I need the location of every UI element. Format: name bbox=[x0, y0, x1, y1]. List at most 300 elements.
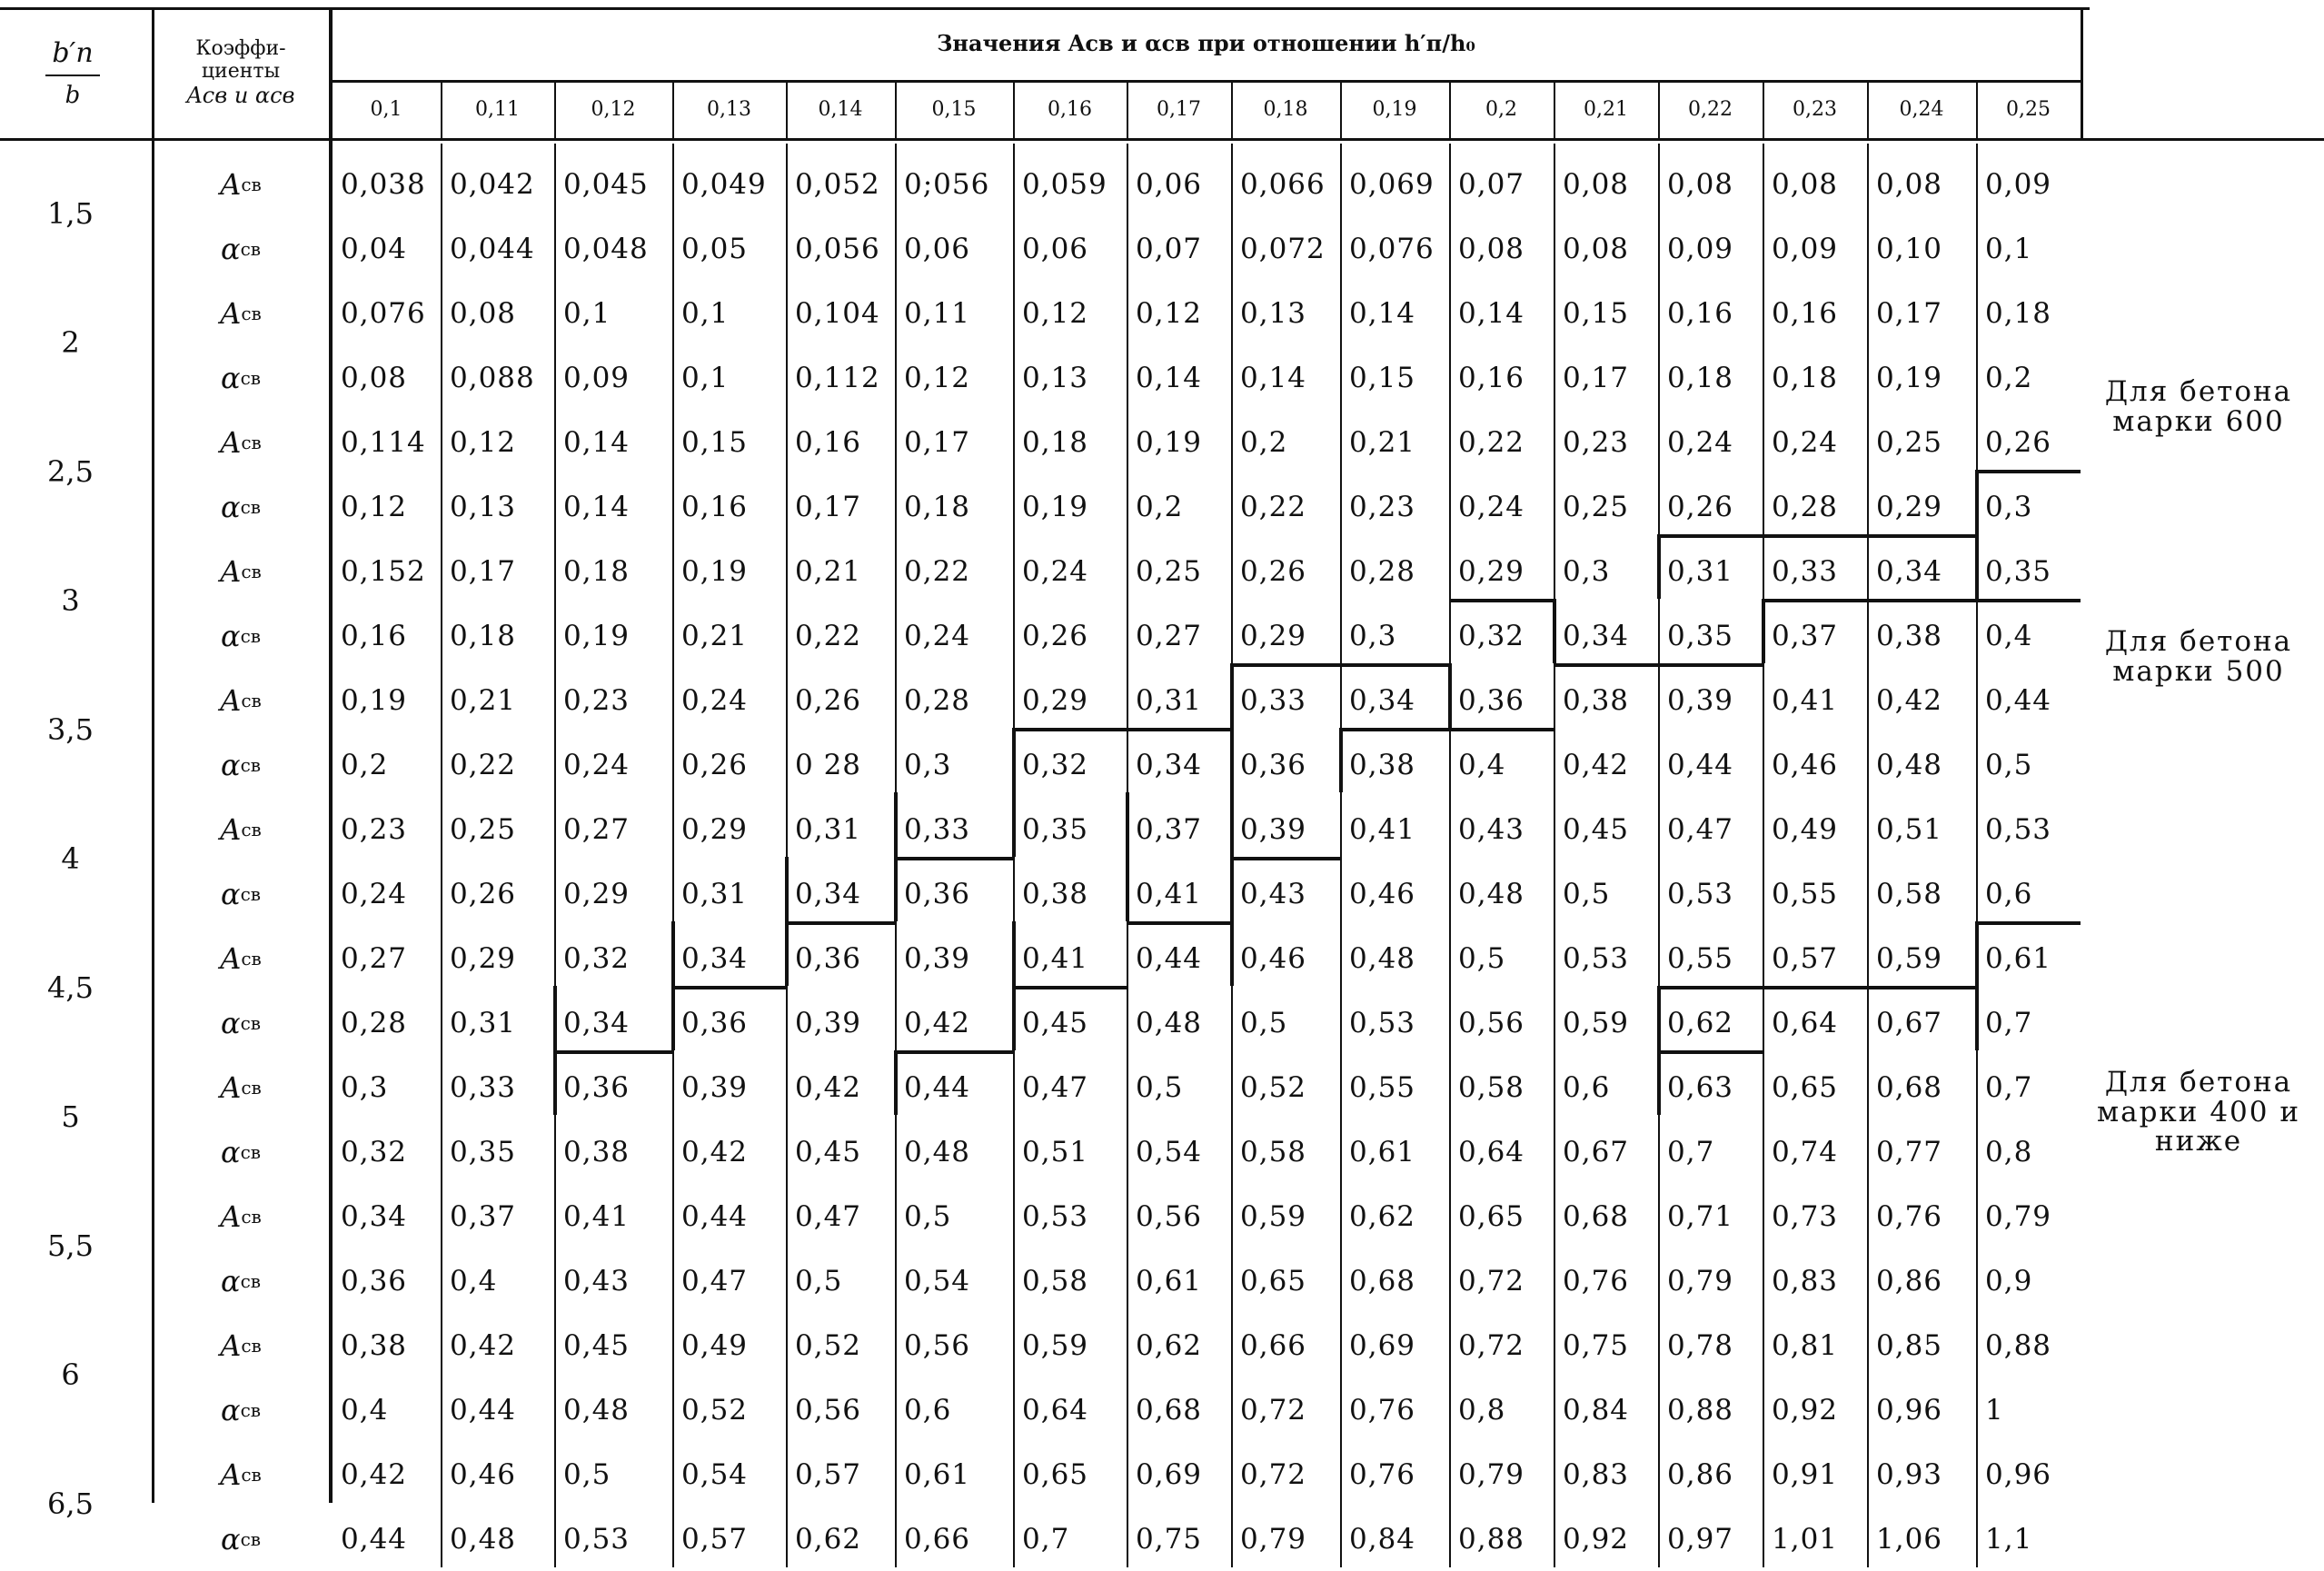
table-cell: 0,18 bbox=[904, 491, 971, 523]
coef-subscript: св bbox=[240, 1528, 262, 1550]
table-cell: 0,93 bbox=[1876, 1458, 1943, 1491]
ratio-value: 5,5 bbox=[47, 1228, 94, 1263]
table-cell: 0,13 bbox=[450, 491, 517, 523]
table-cell: 0,62 bbox=[1667, 1007, 1734, 1039]
rule bbox=[2081, 9, 2083, 141]
table-cell: 0,52 bbox=[681, 1394, 749, 1427]
table-cell: 0,68 bbox=[1563, 1200, 1630, 1233]
concrete-grade-note: Для бетона марки 400 и ниже bbox=[2096, 1066, 2300, 1158]
table-cell: 0,88 bbox=[1458, 1523, 1525, 1556]
ratio-header-denominator: b bbox=[65, 81, 81, 109]
table-cell: 0,47 bbox=[1667, 813, 1734, 846]
table-cell: 0,72 bbox=[1240, 1458, 1307, 1491]
table-cell: 0,79 bbox=[1240, 1523, 1307, 1556]
table-cell: 0,27 bbox=[341, 942, 408, 975]
ratio-value: 3,5 bbox=[47, 712, 94, 747]
table-cell: 0,58 bbox=[1240, 1136, 1307, 1168]
table-cell: 0,072 bbox=[1240, 233, 1326, 265]
table-cell: 0,53 bbox=[1563, 942, 1630, 975]
table-cell: 0,68 bbox=[1136, 1394, 1203, 1427]
table-cell: 0,34 bbox=[1136, 749, 1203, 781]
table-cell: 0,44 bbox=[450, 1394, 517, 1427]
table-cell: 0,42 bbox=[795, 1071, 862, 1104]
table-cell: 0,1 bbox=[563, 297, 611, 330]
table-cell: 0,04 bbox=[341, 233, 408, 265]
table-cell: 0,39 bbox=[681, 1071, 749, 1104]
rule bbox=[1449, 144, 1451, 1567]
table-cell: 0,97 bbox=[1667, 1523, 1734, 1556]
table-cell: 0,69 bbox=[1349, 1329, 1416, 1362]
rule bbox=[152, 138, 154, 1503]
rule bbox=[786, 144, 788, 1567]
table-cell: 0,32 bbox=[341, 1136, 408, 1168]
column-header: 0,25 bbox=[2006, 97, 2051, 121]
rule bbox=[1976, 144, 1978, 1567]
table-cell: 0,36 bbox=[795, 942, 862, 975]
table-cell: 0,17 bbox=[904, 426, 971, 459]
concrete-grade-note: Для бетона марки 600 bbox=[2104, 375, 2293, 438]
rule bbox=[672, 986, 786, 989]
table-cell: 0,08 bbox=[1772, 168, 1839, 201]
coef-symbol: α bbox=[220, 619, 241, 653]
table-cell: 0,85 bbox=[1876, 1329, 1943, 1362]
table-cell: 0,76 bbox=[1349, 1458, 1416, 1491]
coef-subscript: св bbox=[240, 1012, 262, 1034]
column-header: 0,22 bbox=[1688, 97, 1733, 121]
table-cell: 0,44 bbox=[904, 1071, 971, 1104]
coef-symbol: A bbox=[220, 1457, 242, 1492]
rule bbox=[1340, 728, 1554, 731]
coef-header-line2: циенты bbox=[201, 60, 281, 84]
rule bbox=[1658, 80, 1660, 139]
table-cell: 0,32 bbox=[1022, 749, 1089, 781]
table-cell: 0,23 bbox=[341, 813, 408, 846]
table-cell: 0,19 bbox=[1876, 362, 1943, 394]
table-cell: 0,21 bbox=[1349, 426, 1416, 459]
rule bbox=[1867, 80, 1869, 139]
table-cell: 0,13 bbox=[1022, 362, 1089, 394]
table-cell: 0,26 bbox=[681, 749, 749, 781]
coef-subscript: св bbox=[241, 432, 262, 453]
column-header: 0,11 bbox=[475, 97, 520, 121]
table-cell: 0,58 bbox=[1022, 1265, 1089, 1298]
table-cell: 0,36 bbox=[681, 1007, 749, 1039]
coef-subscript: св bbox=[241, 1464, 262, 1486]
coef-subscript: св bbox=[241, 303, 262, 324]
ratio-value: 6 bbox=[61, 1357, 80, 1392]
rule bbox=[0, 7, 2090, 10]
table-cell: 0,86 bbox=[1667, 1458, 1734, 1491]
table-cell: 0,44 bbox=[1136, 942, 1203, 975]
rule bbox=[332, 80, 2081, 83]
ratio-value: 5 bbox=[61, 1099, 80, 1134]
table-cell: 0,59 bbox=[1876, 942, 1943, 975]
rule bbox=[1231, 857, 1340, 860]
table-cell: 0,57 bbox=[681, 1523, 749, 1556]
coef-header-line3: Aсв и αсв bbox=[186, 82, 295, 108]
coef-label-a bbox=[154, 1056, 327, 1119]
column-header: 0,17 bbox=[1157, 97, 1201, 121]
coef-label-alpha bbox=[154, 733, 327, 797]
table-cell: 0,12 bbox=[341, 491, 408, 523]
table-cell: 0,56 bbox=[795, 1394, 862, 1427]
coef-symbol: A bbox=[220, 1199, 242, 1234]
table-cell: 0,22 bbox=[1240, 491, 1307, 523]
coef-label-alpha bbox=[154, 346, 327, 410]
table-cell: 0,37 bbox=[450, 1200, 517, 1233]
table-cell: 0,56 bbox=[1136, 1200, 1203, 1233]
table-cell: 0,12 bbox=[1136, 297, 1203, 330]
ratio-header bbox=[18, 27, 127, 118]
rule bbox=[441, 80, 442, 139]
table-cell: 0,31 bbox=[450, 1007, 517, 1039]
rule bbox=[1658, 144, 1660, 1567]
table-cell: 0,34 bbox=[681, 942, 749, 975]
table-cell: 0,45 bbox=[563, 1329, 631, 1362]
table-cell: 0,09 bbox=[1985, 168, 2052, 201]
table-cell: 0,47 bbox=[1022, 1071, 1089, 1104]
rule bbox=[1658, 986, 1976, 989]
table-cell: 0,52 bbox=[1240, 1071, 1307, 1104]
table-cell: 0,6 bbox=[904, 1394, 952, 1427]
table-cell: 0,56 bbox=[1458, 1007, 1525, 1039]
table-cell: 0,4 bbox=[1985, 620, 2033, 652]
coef-symbol: A bbox=[220, 1070, 242, 1105]
table-cell: 0,42 bbox=[1563, 749, 1630, 781]
rule bbox=[553, 986, 557, 1115]
table-cell: 0,41 bbox=[563, 1200, 631, 1233]
table-cell: 0,29 bbox=[450, 942, 517, 975]
table-cell: 0,08 bbox=[1563, 168, 1630, 201]
rule bbox=[1126, 792, 1129, 921]
table-cell: 0,28 bbox=[904, 684, 971, 717]
table-cell: 0,66 bbox=[904, 1523, 971, 1556]
coef-label-alpha bbox=[154, 1120, 327, 1184]
table-cell: 0,7 bbox=[1985, 1007, 2033, 1039]
coef-subscript: св bbox=[240, 367, 262, 389]
table-cell: 0,32 bbox=[563, 942, 631, 975]
table-cell: 0,15 bbox=[681, 426, 749, 459]
table-cell: 0,61 bbox=[1985, 942, 2052, 975]
table-cell: 0,25 bbox=[450, 813, 517, 846]
table-cell: 0,12 bbox=[1022, 297, 1089, 330]
table-cell: 0,24 bbox=[1458, 491, 1525, 523]
table-cell: 0,39 bbox=[1667, 684, 1734, 717]
table-cell: 0,31 bbox=[795, 813, 862, 846]
table-cell: 0,25 bbox=[1136, 555, 1203, 588]
rule bbox=[1763, 80, 1764, 139]
rule bbox=[1339, 728, 1343, 792]
table-cell: 0,19 bbox=[1136, 426, 1203, 459]
table-cell: 0,31 bbox=[1136, 684, 1203, 717]
table-cell: 0,08 bbox=[1458, 233, 1525, 265]
rule bbox=[1975, 470, 1979, 599]
table-cell: 0,26 bbox=[1667, 491, 1734, 523]
table-cell: 0,44 bbox=[1985, 684, 2052, 717]
coef-label-a bbox=[154, 411, 327, 474]
table-cell: 0,23 bbox=[1563, 426, 1630, 459]
table-cell: 0,36 bbox=[904, 878, 971, 910]
table-cell: 0,39 bbox=[1240, 813, 1307, 846]
rule bbox=[441, 144, 442, 1567]
rule bbox=[1553, 599, 1556, 663]
table-cell: 0,152 bbox=[341, 555, 426, 588]
table-cell: 0,74 bbox=[1772, 1136, 1839, 1168]
table-cell: 0,5 bbox=[1458, 942, 1506, 975]
table-cell: 0,63 bbox=[1667, 1071, 1734, 1104]
table-cell: 0,64 bbox=[1772, 1007, 1839, 1039]
table-cell: 0,53 bbox=[1985, 813, 2052, 846]
rule bbox=[1340, 80, 1342, 139]
table-cell: 0,29 bbox=[681, 813, 749, 846]
table-cell: 0,19 bbox=[563, 620, 631, 652]
table-cell: 0,76 bbox=[1349, 1394, 1416, 1427]
table-cell: 0,73 bbox=[1772, 1200, 1839, 1233]
table-cell: 0,49 bbox=[681, 1329, 749, 1362]
table-cell: 0,77 bbox=[1876, 1136, 1943, 1168]
rule bbox=[554, 1050, 672, 1054]
table-cell: 0,076 bbox=[1349, 233, 1435, 265]
table-cell: 0,39 bbox=[904, 942, 971, 975]
table-cell: 0,38 bbox=[563, 1136, 631, 1168]
table-cell: 0,12 bbox=[904, 362, 971, 394]
table-cell: 0,3 bbox=[904, 749, 952, 781]
table-cell: 0,28 bbox=[1772, 491, 1839, 523]
table-cell: 0,54 bbox=[904, 1265, 971, 1298]
table-cell: 0,4 bbox=[1458, 749, 1506, 781]
table-cell: 1 bbox=[1985, 1394, 2004, 1427]
table-cell: 0,18 bbox=[1985, 297, 2052, 330]
table-cell: 0,33 bbox=[904, 813, 971, 846]
table-cell: 0,59 bbox=[1563, 1007, 1630, 1039]
ratio-value: 6,5 bbox=[47, 1486, 94, 1521]
table-cell: 0,53 bbox=[1349, 1007, 1416, 1039]
table-cell: 0,18 bbox=[1022, 426, 1089, 459]
table-cell: 0,18 bbox=[1772, 362, 1839, 394]
table-cell: 0,61 bbox=[1136, 1265, 1203, 1298]
concrete-grade-note: Для бетона марки 500 bbox=[2104, 625, 2293, 688]
ratio-value: 2,5 bbox=[47, 454, 94, 489]
table-cell: 0,5 bbox=[1985, 749, 2033, 781]
table-cell: 0,44 bbox=[1667, 749, 1734, 781]
table-cell: 0,09 bbox=[1772, 233, 1839, 265]
table-cell: 0,048 bbox=[563, 233, 649, 265]
table-cell: 0,09 bbox=[563, 362, 631, 394]
table-cell: 0,23 bbox=[563, 684, 631, 717]
table-cell: 0,35 bbox=[450, 1136, 517, 1168]
coef-label-alpha bbox=[154, 604, 327, 668]
rule bbox=[1231, 80, 1233, 139]
table-cell: 0,37 bbox=[1772, 620, 1839, 652]
table-cell: 0,38 bbox=[1563, 684, 1630, 717]
rule bbox=[895, 1050, 1013, 1054]
table-cell: 0,104 bbox=[795, 297, 880, 330]
table-cell: 0,41 bbox=[1022, 942, 1089, 975]
table-cell: 0,58 bbox=[1876, 878, 1943, 910]
table-cell: 0,112 bbox=[795, 362, 880, 394]
rule bbox=[1976, 921, 2081, 925]
table-cell: 0,33 bbox=[1772, 555, 1839, 588]
table-cell: 0,052 bbox=[795, 168, 880, 201]
table-cell: 0,66 bbox=[1240, 1329, 1307, 1362]
table-cell: 0,67 bbox=[1876, 1007, 1943, 1039]
table-cell: 0,07 bbox=[1458, 168, 1525, 201]
table-cell: 0,34 bbox=[563, 1007, 631, 1039]
table-cell: 0,2 bbox=[1136, 491, 1184, 523]
table-cell: 0,2 bbox=[341, 749, 389, 781]
rule bbox=[1012, 921, 1016, 1050]
table-cell: 0,056 bbox=[795, 233, 880, 265]
table-cell: 0,19 bbox=[681, 555, 749, 588]
rule bbox=[1231, 663, 1449, 667]
rule bbox=[1657, 986, 1661, 1050]
table-cell: 0,29 bbox=[563, 878, 631, 910]
table-cell: 0,22 bbox=[795, 620, 862, 652]
table-cell: 0,05 bbox=[681, 233, 749, 265]
table-cell: 0,08 bbox=[450, 297, 517, 330]
table-cell: 0,81 bbox=[1772, 1329, 1839, 1362]
table-cell: 0,08 bbox=[1563, 233, 1630, 265]
coef-label-alpha bbox=[154, 1507, 327, 1571]
table-cell: 0,48 bbox=[1876, 749, 1943, 781]
coef-subscript: св bbox=[240, 1399, 262, 1421]
coef-symbol: A bbox=[220, 167, 242, 202]
rule bbox=[1127, 921, 1231, 925]
rule bbox=[1976, 80, 1978, 139]
table-cell: 1,1 bbox=[1985, 1523, 2033, 1556]
table-cell: 0,34 bbox=[1563, 620, 1630, 652]
coef-label-a bbox=[154, 798, 327, 861]
table-cell: 0,48 bbox=[563, 1394, 631, 1427]
coef-label-a bbox=[154, 1443, 327, 1506]
table-cell: 0,46 bbox=[1349, 878, 1416, 910]
rule bbox=[894, 1050, 898, 1115]
table-cell: 0,45 bbox=[1022, 1007, 1089, 1039]
table-cell: 0,88 bbox=[1667, 1394, 1734, 1427]
table-cell: 0,7 bbox=[1667, 1136, 1715, 1168]
table-cell: 0,76 bbox=[1563, 1265, 1630, 1298]
rule bbox=[1012, 728, 1016, 857]
table-cell: 0,5 bbox=[563, 1458, 611, 1491]
table-cell: 0,1 bbox=[681, 362, 730, 394]
coef-symbol: α bbox=[220, 1522, 241, 1556]
rule bbox=[1554, 80, 1555, 139]
table-cell: 0,1 bbox=[681, 297, 730, 330]
table-cell: 0,059 bbox=[1022, 168, 1107, 201]
rule bbox=[1230, 792, 1234, 986]
table-cell: 0,38 bbox=[341, 1329, 408, 1362]
table-cell: 0,044 bbox=[450, 233, 535, 265]
table-cell: 0,36 bbox=[1240, 749, 1307, 781]
table-cell: 0,38 bbox=[1349, 749, 1416, 781]
rule bbox=[671, 921, 675, 1050]
table-cell: 0,35 bbox=[1985, 555, 2052, 588]
table-cell: 0,33 bbox=[450, 1071, 517, 1104]
rule bbox=[1449, 599, 1554, 602]
table-cell: 0,14 bbox=[1240, 362, 1307, 394]
table-cell: 0,69 bbox=[1136, 1458, 1203, 1491]
table-cell: 0,75 bbox=[1136, 1523, 1203, 1556]
column-header: 0,19 bbox=[1372, 97, 1417, 121]
table-cell: 0,34 bbox=[1876, 555, 1943, 588]
table-cell: 0,34 bbox=[1349, 684, 1416, 717]
table-cell: 0,21 bbox=[450, 684, 517, 717]
rule bbox=[329, 9, 333, 1503]
table-cell: 0,09 bbox=[1667, 233, 1734, 265]
table-cell: 0,26 bbox=[1240, 555, 1307, 588]
table-cell: 0,5 bbox=[1563, 878, 1611, 910]
column-header: 0,2 bbox=[1485, 97, 1517, 121]
coef-subscript: св bbox=[240, 496, 262, 518]
table-cell: 0,43 bbox=[563, 1265, 631, 1298]
table-cell: 0,49 bbox=[1772, 813, 1839, 846]
rule bbox=[1975, 921, 1979, 1050]
rule bbox=[894, 792, 898, 921]
table-cell: 0,65 bbox=[1772, 1071, 1839, 1104]
table-cell: 0,62 bbox=[1136, 1329, 1203, 1362]
table-cell: 0,57 bbox=[1772, 942, 1839, 975]
coef-label-alpha bbox=[154, 1378, 327, 1442]
table-cell: 0,29 bbox=[1458, 555, 1525, 588]
rule bbox=[1657, 534, 1661, 599]
coef-label-a bbox=[154, 282, 327, 345]
table-cell: 0,46 bbox=[1240, 942, 1307, 975]
table-cell: 0,44 bbox=[341, 1523, 408, 1556]
ratio-value: 2 bbox=[61, 325, 80, 360]
table-cell: 0,8 bbox=[1458, 1394, 1506, 1427]
ratio-value: 3 bbox=[61, 583, 80, 618]
table-cell: 0,3 bbox=[1985, 491, 2033, 523]
table-cell: 0,18 bbox=[563, 555, 631, 588]
table-cell: 0,55 bbox=[1349, 1071, 1416, 1104]
rule bbox=[1013, 80, 1015, 139]
table-cell: 0,16 bbox=[795, 426, 862, 459]
table-cell: 0,14 bbox=[1349, 297, 1416, 330]
coef-symbol: α bbox=[220, 1264, 241, 1298]
table-cell: 0,79 bbox=[1458, 1458, 1525, 1491]
table-cell: 0,06 bbox=[1136, 168, 1203, 201]
table-cell: 0,53 bbox=[1022, 1200, 1089, 1233]
table-cell: 0,64 bbox=[1022, 1394, 1089, 1427]
table-cell: 0,7 bbox=[1022, 1523, 1070, 1556]
table-cell: 0,5 bbox=[1240, 1007, 1288, 1039]
column-header: 0,16 bbox=[1048, 97, 1092, 121]
coef-subscript: св bbox=[241, 174, 262, 195]
column-header: 0,23 bbox=[1793, 97, 1837, 121]
coef-label-alpha bbox=[154, 475, 327, 539]
table-cell: 0,45 bbox=[1563, 813, 1630, 846]
rule bbox=[554, 144, 556, 1567]
coef-label-alpha bbox=[154, 862, 327, 926]
coef-symbol: α bbox=[220, 361, 241, 395]
table-cell: 0,2 bbox=[1985, 362, 2033, 394]
table-cell: 0,43 bbox=[1240, 878, 1307, 910]
table-cell: 0,8 bbox=[1985, 1136, 2033, 1168]
table-cell: 0,35 bbox=[1022, 813, 1089, 846]
coef-subscript: св bbox=[241, 1206, 262, 1228]
table-cell: 0,26 bbox=[450, 878, 517, 910]
coef-symbol: A bbox=[220, 425, 242, 460]
table-cell: 0,17 bbox=[1563, 362, 1630, 394]
coef-symbol: A bbox=[220, 812, 242, 847]
table-cell: 0,3 bbox=[341, 1071, 389, 1104]
coef-subscript: св bbox=[240, 1141, 262, 1163]
table-cell: 0,042 bbox=[450, 168, 535, 201]
column-header: 0,14 bbox=[818, 97, 863, 121]
table-cell: 0,14 bbox=[563, 426, 631, 459]
table-cell: 0,07 bbox=[1136, 233, 1203, 265]
table-cell: 0,96 bbox=[1876, 1394, 1943, 1427]
